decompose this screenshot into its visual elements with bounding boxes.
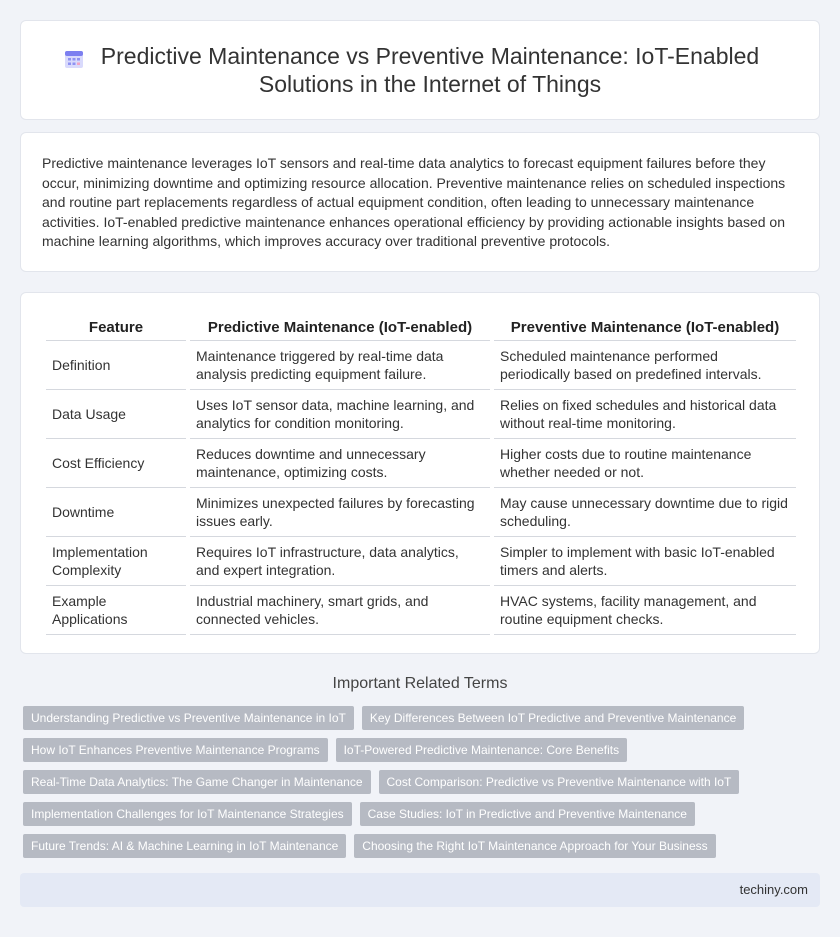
table-header-row [46, 317, 796, 341]
feature-cell: Data Usage [46, 390, 186, 439]
related-term-link[interactable]: IoT-Powered Predictive Maintenance: Core Benefits [336, 738, 627, 762]
related-term-link[interactable]: Cost Comparison: Predictive vs Preventive Maintenance with IoT [379, 770, 740, 794]
feature-cell: Definition [46, 341, 186, 390]
header-card [20, 20, 820, 120]
predictive-cell: Requires IoT infrastructure, data analytics, and expert integration. [190, 537, 490, 586]
table-row [46, 488, 796, 537]
related-term-link[interactable]: Choosing the Right IoT Maintenance Approach for Your Business [354, 834, 715, 858]
preventive-cell: May cause unnecessary downtime due to rigid scheduling. [494, 488, 796, 537]
table-row [46, 537, 796, 586]
related-term-link[interactable]: Implementation Challenges for IoT Maintenance Strategies [23, 802, 352, 826]
comparison-card [20, 292, 820, 654]
table-row [46, 439, 796, 488]
column-header-predictive: Predictive Maintenance (IoT-enabled) [190, 317, 490, 341]
footer [20, 873, 820, 907]
feature-cell: Cost Efficiency [46, 439, 186, 488]
feature-cell: Implementation Complexity [46, 537, 186, 586]
predictive-cell: Uses IoT sensor data, machine learning, and analytics for condition monitoring. [190, 390, 490, 439]
intro-card [20, 132, 820, 272]
feature-cell: Example Applications [46, 586, 186, 635]
related-terms-list [23, 706, 823, 858]
predictive-cell: Industrial machinery, smart grids, and connected vehicles. [190, 586, 490, 635]
table-row [46, 390, 796, 439]
preventive-cell: HVAC systems, facility management, and routine equipment checks. [494, 586, 796, 635]
predictive-cell: Reduces downtime and unnecessary maintenance, optimizing costs. [190, 439, 490, 488]
related-term-link[interactable]: Real-Time Data Analytics: The Game Changer in Maintenance [23, 770, 371, 794]
related-terms-heading: Important Related Terms [332, 675, 508, 692]
intro-paragraph: Predictive maintenance leverages IoT sensors and real-time data analytics to forecast equipment failures before they occur, minimizing downtime and optimizing resource allocation. Preventive maintenance relies on scheduled inspections and routine part replacements regardless of actual equipment condition, often leading to unnecessary maintenance activities. IoT-enabled predictive maintenance enhances operational efficiency by providing actionable insights based on machine learning algorithms, which improves accuracy over traditional preventive protocols. [42, 155, 786, 250]
comparison-table [42, 317, 800, 635]
preventive-cell: Scheduled maintenance performed periodically based on predefined intervals. [494, 341, 796, 390]
column-header-preventive: Preventive Maintenance (IoT-enabled) [494, 317, 796, 341]
related-term-link[interactable]: Key Differences Between IoT Predictive and Preventive Maintenance [362, 706, 744, 730]
preventive-cell: Simpler to implement with basic IoT-enabled timers and alerts. [494, 537, 796, 586]
table-row [46, 586, 796, 635]
related-term-link[interactable]: Case Studies: IoT in Predictive and Preventive Maintenance [360, 802, 695, 826]
feature-cell: Downtime [46, 488, 186, 537]
preventive-cell: Relies on fixed schedules and historical data without real-time monitoring. [494, 390, 796, 439]
predictive-cell: Maintenance triggered by real-time data analysis predicting equipment failure. [190, 341, 490, 390]
preventive-cell: Higher costs due to routine maintenance whether needed or not. [494, 439, 796, 488]
column-header-feature: Feature [46, 317, 186, 341]
predictive-cell: Minimizes unexpected failures by forecasting issues early. [190, 488, 490, 537]
related-term-link[interactable]: Understanding Predictive vs Preventive Maintenance in IoT [23, 706, 354, 730]
table-row [46, 341, 796, 390]
related-term-link[interactable]: How IoT Enhances Preventive Maintenance Programs [23, 738, 328, 762]
site-name[interactable]: techiny.com [739, 882, 808, 897]
page-title: Predictive Maintenance vs Preventive Maintenance: IoT-Enabled Solutions in the Internet of Things [100, 43, 760, 97]
related-term-link[interactable]: Future Trends: AI & Machine Learning in IoT Maintenance [23, 834, 346, 858]
